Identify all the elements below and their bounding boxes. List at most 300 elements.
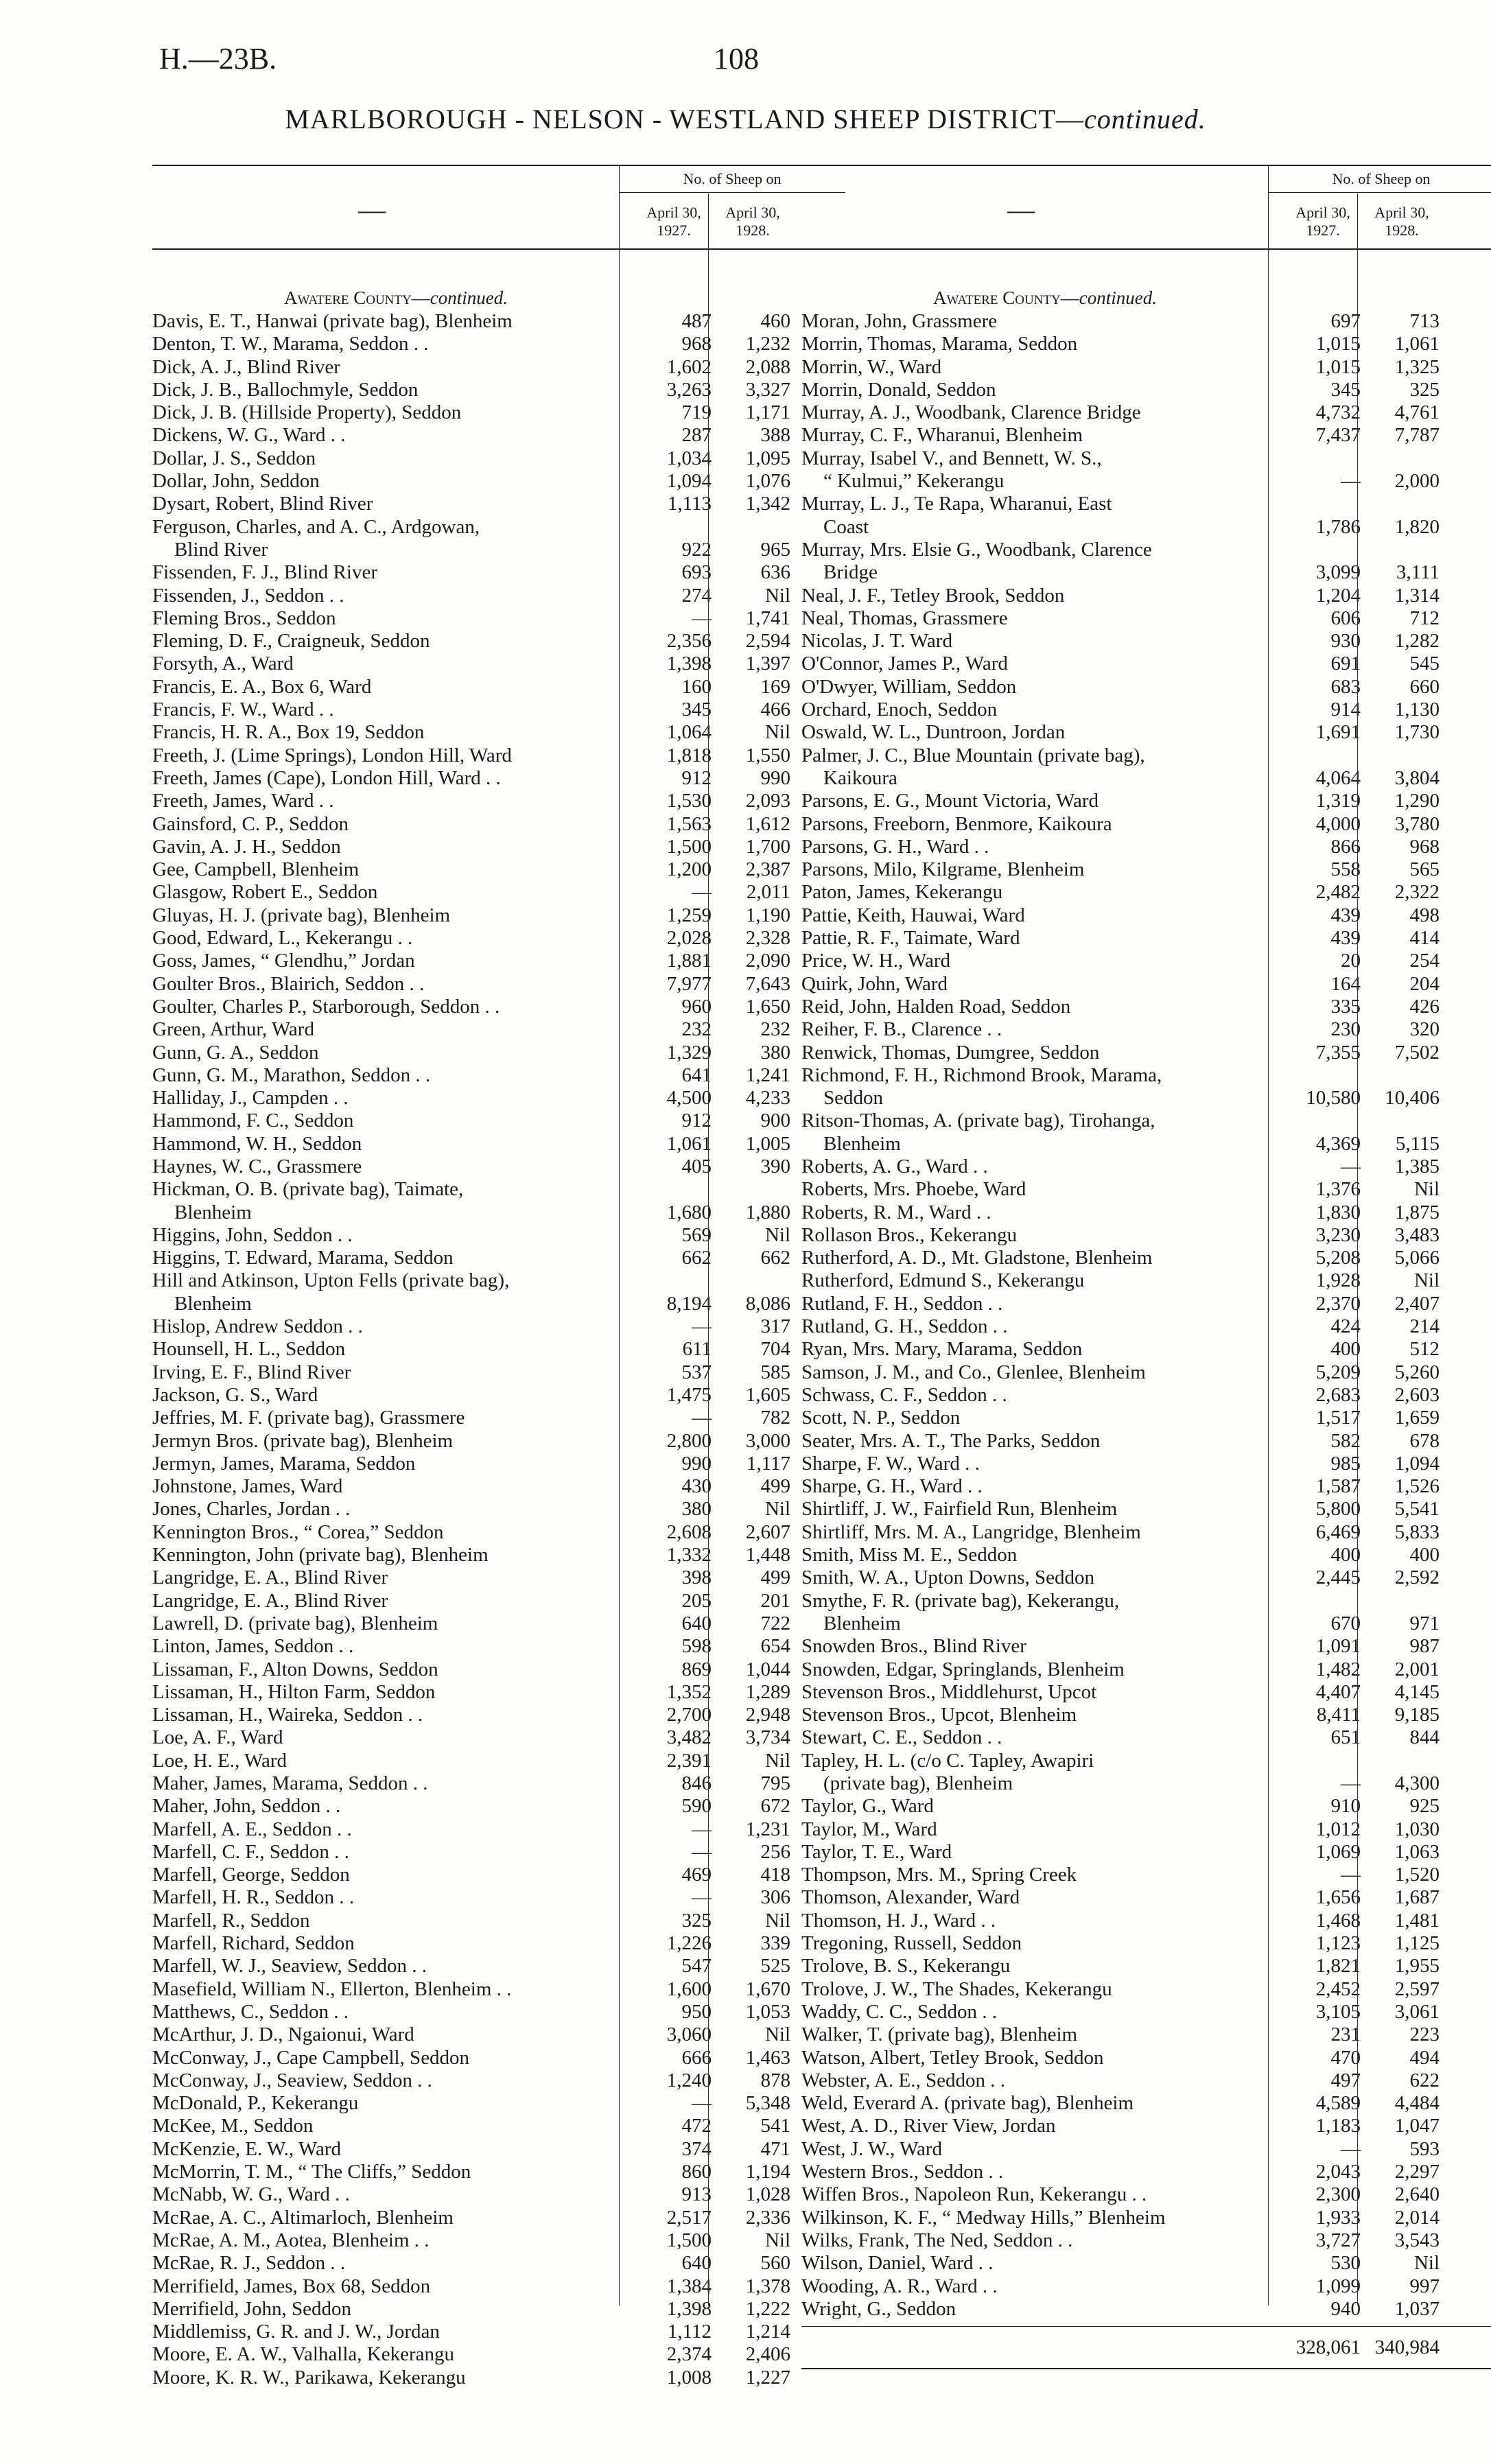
owner-name xyxy=(801,2161,1268,2183)
sheep-1928: 3,111 xyxy=(1396,561,1440,584)
owner-name xyxy=(801,1315,1268,1338)
table-row xyxy=(801,1224,1491,1247)
sheep-1927: 930 xyxy=(1330,630,1361,653)
sheep-1928: 2,592 xyxy=(1394,1567,1440,1589)
table-row xyxy=(152,1955,845,1978)
owner-name xyxy=(801,493,1268,539)
sheep-1927: 1,015 xyxy=(1315,333,1361,355)
table-row xyxy=(152,447,845,470)
owner-name xyxy=(152,1590,619,1612)
owner-name xyxy=(801,1818,1268,1841)
table-row xyxy=(801,2207,1491,2229)
sheep-count-group-header: No. of Sheep on xyxy=(619,170,845,193)
owner-name-line: McArthur, J. D., Ngaionui, Ward xyxy=(152,2023,414,2046)
table-row xyxy=(152,356,845,379)
table-row xyxy=(801,1201,1491,1224)
sheep-1927: 232 xyxy=(681,1018,712,1041)
table-row xyxy=(152,1521,845,1544)
owner-name-line: Glasgow, Robert E., Seddon xyxy=(152,881,378,904)
owner-name-line: Stewart, C. E., Seddon . . xyxy=(801,1726,1002,1749)
table-row xyxy=(801,2138,1491,2161)
owner-name-line: Francis, H. R. A., Box 19, Seddon xyxy=(152,721,425,744)
sheep-1927: 287 xyxy=(681,424,712,447)
owner-name xyxy=(152,2321,619,2343)
sheep-1928: 997 xyxy=(1409,2275,1440,2297)
table-row xyxy=(152,790,845,812)
table-row xyxy=(801,1315,1491,1338)
owner-name xyxy=(801,973,1268,996)
owner-name-line: Rutherford, Edmund S., Kekerangu xyxy=(801,1269,1085,1292)
owner-name xyxy=(801,1064,1268,1110)
owner-name xyxy=(152,585,619,607)
owner-name-line: McRae, A. M., Aotea, Blenheim . . xyxy=(152,2229,430,2251)
owner-name-line: Haynes, W. C., Grassmere xyxy=(152,1155,362,1177)
owner-name-line: Loe, H. E., Ward xyxy=(152,1749,287,1772)
table-row xyxy=(801,1338,1491,1361)
sheep-1927: 1,112 xyxy=(667,2321,712,2343)
sheep-1928: 704 xyxy=(760,1338,790,1361)
owner-name-line: Langridge, E. A., Blind River xyxy=(152,1589,388,1612)
owner-name-line: Parsons, E. G., Mount Victoria, Ward xyxy=(801,790,1099,812)
sheep-1927: 910 xyxy=(1330,1795,1361,1818)
owner-name xyxy=(152,2115,619,2137)
sheep-1927: 231 xyxy=(1330,2023,1361,2046)
table-row xyxy=(801,333,1491,355)
owner-name-line: Linton, James, Seddon . . xyxy=(152,1635,354,1658)
owner-name xyxy=(801,1224,1268,1247)
sheep-1927: 2,445 xyxy=(1315,1567,1361,1589)
owner-name-line: Smith, W. A., Upton Downs, Seddon xyxy=(801,1567,1094,1589)
owner-name-line: Marfell, R., Seddon xyxy=(152,1909,310,1932)
table-row xyxy=(152,1475,845,1498)
table-row xyxy=(801,1269,1491,1292)
sheep-1928: 1,241 xyxy=(745,1064,790,1086)
table-row xyxy=(152,1635,845,1658)
table-row xyxy=(152,2343,845,2366)
owner-name-line: West, A. D., River View, Jordan xyxy=(801,2115,1056,2137)
sheep-1928: 4,484 xyxy=(1394,2092,1440,2115)
county-name: Awatere County— xyxy=(933,288,1079,308)
sheep-1928: 585 xyxy=(760,1361,790,1383)
sheep-1927: 640 xyxy=(681,1612,712,1634)
owner-name-line: Freeth, James, Ward . . xyxy=(152,790,334,812)
owner-name xyxy=(801,401,1268,424)
table-row xyxy=(801,1521,1491,1544)
sheep-1927: — xyxy=(692,1407,712,1429)
sheep-1927: 10,580 xyxy=(1306,1087,1361,1110)
table-row xyxy=(152,1750,845,1772)
owner-name xyxy=(152,2023,619,2046)
owner-name-continuation: Coast xyxy=(823,515,869,538)
table-row xyxy=(152,1338,845,1361)
owner-name-line: Roberts, R. M., Ward . . xyxy=(801,1201,991,1223)
owner-name-line: Wilkinson, K. F., “ Medway Hills,” Blenheim xyxy=(801,2206,1166,2229)
table-row xyxy=(801,904,1491,927)
owner-name xyxy=(801,539,1268,585)
owner-name xyxy=(152,1384,619,1407)
sheep-1928: 1,053 xyxy=(745,2000,790,2023)
table-row xyxy=(152,1407,845,1429)
owner-name-line: Schwass, C. F., Seddon . . xyxy=(801,1383,1007,1406)
sheep-1927: — xyxy=(692,607,712,629)
sheep-1927: 582 xyxy=(1330,1429,1361,1452)
sheep-1928: 223 xyxy=(1409,2023,1440,2046)
sheep-1927: 2,452 xyxy=(1315,1978,1361,2000)
owner-name-line: Trolove, J. W., The Shades, Kekerangu xyxy=(801,1978,1112,2000)
table-row xyxy=(801,1955,1491,1978)
sheep-1928: 1,289 xyxy=(745,1680,790,1703)
sheep-1928: 2,088 xyxy=(745,355,790,378)
table-row xyxy=(801,2047,1491,2069)
sheep-1928: 2,297 xyxy=(1394,2161,1440,2183)
owner-name-line: McRae, R. J., Seddon . . xyxy=(152,2252,346,2275)
owner-name xyxy=(801,1453,1268,1475)
owner-name-line: McKee, M., Seddon xyxy=(152,2115,314,2137)
table-row xyxy=(801,1841,1491,1864)
sheep-1928: 2,328 xyxy=(745,927,790,950)
owner-name xyxy=(152,676,619,699)
owner-name xyxy=(801,1384,1268,1407)
owner-name-line: Goulter, Charles P., Starborough, Seddon . . xyxy=(152,995,500,1018)
sheep-1927: 1,587 xyxy=(1315,1475,1361,1498)
sheep-1927: 1,319 xyxy=(1315,790,1361,812)
table-row xyxy=(801,1064,1491,1110)
sheep-1927: 345 xyxy=(681,699,712,721)
owner-name-line: Quirk, John, Ward xyxy=(801,972,948,995)
table-row xyxy=(152,1133,845,1155)
owner-name-line: Marfell, Richard, Seddon xyxy=(152,1932,355,1955)
owner-name-line: Hammond, F. C., Seddon xyxy=(152,1110,354,1132)
table-row xyxy=(801,813,1491,836)
owner-name xyxy=(801,2298,1268,2321)
owner-name-continuation: Kaikoura xyxy=(823,766,897,789)
table-row xyxy=(152,2298,845,2321)
owner-name xyxy=(152,1064,619,1087)
sheep-1928: 1,190 xyxy=(745,904,790,926)
sheep-1928: 1,342 xyxy=(745,493,790,515)
owner-name-line: Green, Arthur, Ward xyxy=(152,1018,314,1041)
sheep-1928: 204 xyxy=(1409,972,1440,995)
owner-name-line: Sharpe, G. H., Ward . . xyxy=(801,1475,983,1498)
sheep-1928: 2,640 xyxy=(1394,2183,1440,2206)
sheep-1927: 1,830 xyxy=(1315,1201,1361,1223)
owner-name xyxy=(152,1658,619,1681)
owner-name xyxy=(801,630,1268,653)
sheep-1927: 914 xyxy=(1330,699,1361,721)
sheep-1927: 1,200 xyxy=(666,858,712,881)
table-row xyxy=(801,790,1491,812)
owner-name xyxy=(801,1932,1268,1955)
owner-name-line: West, J. W., Ward xyxy=(801,2137,943,2160)
owner-name xyxy=(152,1407,619,1429)
sheep-1927: — xyxy=(692,881,712,904)
sheep-1928: 2,406 xyxy=(745,2343,790,2366)
owner-name xyxy=(152,1361,619,1384)
owner-name xyxy=(801,1521,1268,1544)
sheep-1927: 3,099 xyxy=(1315,561,1361,584)
table-row xyxy=(801,2023,1491,2046)
owner-name-line: Rutherford, A. D., Mt. Gladstone, Blenheim xyxy=(801,1247,1153,1269)
sheep-1928: 5,348 xyxy=(745,2092,790,2115)
table-row xyxy=(801,493,1491,539)
table-row xyxy=(152,2023,845,2046)
sheep-1928: 2,093 xyxy=(745,790,790,812)
sheep-1927: 3,727 xyxy=(1315,2229,1361,2251)
owner-name xyxy=(152,1498,619,1521)
sheep-1928: Nil xyxy=(764,2023,790,2046)
sheep-1927: 913 xyxy=(681,2183,712,2206)
sheep-1928: 169 xyxy=(760,675,790,698)
owner-name-line: Francis, E. A., Box 6, Ward xyxy=(152,675,372,698)
sheep-1927: 3,263 xyxy=(666,378,712,401)
owner-name xyxy=(801,1430,1268,1453)
owner-name xyxy=(152,927,619,950)
owner-name xyxy=(801,836,1268,858)
total-1927: 328,061 xyxy=(1295,2336,1361,2359)
owner-name xyxy=(801,858,1268,881)
owner-name xyxy=(801,1178,1268,1201)
owner-name-line: Marfell, H. R., Seddon . . xyxy=(152,1886,354,1909)
owner-name-line: Webster, A. E., Seddon . . xyxy=(801,2069,1005,2091)
sheep-1928: 1,232 xyxy=(745,333,790,355)
sheep-1928: 214 xyxy=(1409,1315,1440,1338)
sheep-1927: 1,482 xyxy=(1315,1658,1361,1680)
sheep-1927: — xyxy=(692,2092,712,2115)
owner-name xyxy=(801,424,1268,447)
owner-name-line: Freeth, J. (Lime Springs), London Hill, Ward xyxy=(152,744,512,766)
owner-name xyxy=(801,996,1268,1018)
table-row xyxy=(152,858,845,881)
sheep-1928: 1,214 xyxy=(745,2321,790,2343)
owner-name-line: Fissenden, F. J., Blind River xyxy=(152,561,377,584)
owner-name-line: Gainsford, C. P., Seddon xyxy=(152,812,349,835)
sheep-1928: 4,761 xyxy=(1394,401,1440,424)
sheep-1928: 4,300 xyxy=(1394,1772,1440,1794)
owner-name xyxy=(152,1178,619,1224)
sheep-1927: 7,437 xyxy=(1315,424,1361,447)
owner-name-line: Marfell, George, Seddon xyxy=(152,1864,350,1886)
sheep-1928: 1,687 xyxy=(1394,1886,1440,1909)
sheep-1927: 2,517 xyxy=(666,2206,712,2229)
owner-name-line: Reid, John, Halden Road, Seddon xyxy=(801,995,1071,1018)
total-row xyxy=(801,2326,1491,2369)
sheep-1927: 2,300 xyxy=(1315,2183,1361,2206)
owner-name xyxy=(152,1453,619,1475)
sheep-1927: 3,105 xyxy=(1315,2000,1361,2023)
owner-name-line: Jeffries, M. F. (private bag), Grassmere xyxy=(152,1407,465,1429)
sheep-1928: 7,643 xyxy=(745,972,790,995)
table-row xyxy=(801,858,1491,881)
owner-name-continuation: Blenheim xyxy=(174,1292,252,1315)
sheep-1928: 339 xyxy=(760,1932,790,1955)
sheep-1927: 1,012 xyxy=(1315,1818,1361,1840)
sheep-1928: 1,171 xyxy=(745,401,790,424)
owner-name-line: McConway, J., Seaview, Seddon . . xyxy=(152,2069,432,2091)
owner-name xyxy=(801,1795,1268,1818)
sheep-1928: 5,833 xyxy=(1394,1521,1440,1543)
owner-name xyxy=(801,1042,1268,1064)
owner-name-line: Jones, Charles, Jordan . . xyxy=(152,1498,351,1521)
owner-name-line: Murray, L. J., Te Rapa, Wharanui, East xyxy=(801,493,1112,515)
table-row xyxy=(152,2252,845,2275)
owner-name-line: McNabb, W. G., Ward . . xyxy=(152,2183,350,2206)
sheep-1927: 1,680 xyxy=(666,1201,712,1223)
table-row xyxy=(801,836,1491,858)
owner-name-line: Jermyn, James, Marama, Seddon xyxy=(152,1452,416,1475)
sheep-1927: — xyxy=(692,1818,712,1840)
sheep-1927: 1,183 xyxy=(1315,2115,1361,2137)
owner-name-line: Ritson-Thomas, A. (private bag), Tirohanga, xyxy=(801,1110,1155,1132)
sheep-1928: 5,260 xyxy=(1394,1361,1440,1383)
sheep-1928: 390 xyxy=(760,1155,790,1177)
table-row xyxy=(801,881,1491,904)
owner-name xyxy=(152,447,619,470)
sheep-1928: Nil xyxy=(1413,1269,1440,1292)
owner-name xyxy=(152,1726,619,1749)
owner-name xyxy=(801,2069,1268,2092)
owner-name xyxy=(152,1955,619,1978)
sheep-1928: Nil xyxy=(764,721,790,744)
sheep-1927: 990 xyxy=(681,1452,712,1475)
sheep-1927: 1,240 xyxy=(666,2069,712,2091)
sheep-1927: — xyxy=(1341,1155,1361,1177)
owner-name-line: Marfell, A. E., Seddon . . xyxy=(152,1818,352,1840)
sheep-1927: — xyxy=(1341,2137,1361,2160)
sheep-1927: 968 xyxy=(681,333,712,355)
owner-name-line: Ryan, Mrs. Mary, Marama, Seddon xyxy=(801,1338,1083,1361)
table-row xyxy=(152,561,845,584)
sheep-1927: 8,194 xyxy=(666,1292,712,1315)
table-row xyxy=(152,653,845,675)
table-row xyxy=(152,2047,845,2069)
owner-name xyxy=(801,2047,1268,2069)
table-row xyxy=(152,2138,845,2161)
sheep-1927: 683 xyxy=(1330,675,1361,698)
table-row xyxy=(801,973,1491,996)
sheep-1928: 2,387 xyxy=(745,858,790,881)
table-row xyxy=(801,744,1491,790)
sheep-1927: 8,411 xyxy=(1316,1704,1361,1726)
owner-name-line: Price, W. H., Ward xyxy=(801,950,951,972)
sheep-1928: 1,741 xyxy=(745,607,790,629)
sheep-1927: 1,061 xyxy=(666,1132,712,1155)
owner-name xyxy=(152,790,619,812)
owner-name xyxy=(152,1430,619,1453)
sheep-1928: 471 xyxy=(760,2137,790,2160)
owner-name-line: Murray, Isabel V., and Bennett, W. S., xyxy=(801,447,1102,469)
table-row xyxy=(152,2183,845,2206)
sheep-1928: 1,448 xyxy=(745,1544,790,1567)
table-row xyxy=(152,401,845,424)
sheep-1927: 4,407 xyxy=(1315,1680,1361,1703)
owner-name-line: Gavin, A. J. H., Seddon xyxy=(152,835,341,858)
owner-name-line: Davis, E. T., Hanwai (private bag), Blenheim xyxy=(152,310,513,332)
table-row xyxy=(801,2115,1491,2137)
owner-name xyxy=(152,2343,619,2366)
owner-name-line: Wilks, Frank, The Ned, Seddon . . xyxy=(801,2229,1073,2251)
sheep-1927: 5,209 xyxy=(1315,1361,1361,1383)
owner-name-line: Snowden Bros., Blind River xyxy=(801,1635,1026,1658)
owner-name xyxy=(152,1864,619,1886)
sheep-1927: 335 xyxy=(1330,995,1361,1018)
sheep-1928: 9,185 xyxy=(1394,1704,1440,1726)
sheep-1927: 7,355 xyxy=(1315,1041,1361,1064)
sheep-1928: 499 xyxy=(760,1475,790,1498)
sheep-1928: 660 xyxy=(1409,675,1440,698)
table-row xyxy=(152,1315,845,1338)
table-row xyxy=(801,401,1491,424)
owner-name xyxy=(152,2229,619,2252)
owner-name xyxy=(801,699,1268,721)
table-row xyxy=(801,1110,1491,1155)
sheep-1927: 2,700 xyxy=(666,1704,712,1726)
sheep-1927: 400 xyxy=(1330,1338,1361,1361)
table-row xyxy=(152,1178,845,1224)
sheep-1927: 398 xyxy=(681,1567,712,1589)
owner-name xyxy=(801,2275,1268,2298)
table-row xyxy=(152,310,845,333)
sheep-1927: 439 xyxy=(1330,927,1361,950)
owner-name-line: Pattie, Keith, Hauwai, Ward xyxy=(801,904,1025,926)
sheep-1927: 2,683 xyxy=(1315,1383,1361,1406)
sheep-1928: 5,541 xyxy=(1394,1498,1440,1521)
owner-name xyxy=(152,310,619,333)
owner-name xyxy=(801,950,1268,972)
sheep-1928: 2,001 xyxy=(1394,1658,1440,1680)
sheep-1928: 325 xyxy=(1409,378,1440,401)
sheep-1927: 985 xyxy=(1330,1452,1361,1475)
owner-name-line: Parsons, G. H., Ward . . xyxy=(801,835,989,858)
table-row xyxy=(152,996,845,1018)
sheep-1928: 1,282 xyxy=(1394,630,1440,653)
sheep-1927: 2,482 xyxy=(1315,881,1361,904)
sheep-1928: 2,322 xyxy=(1394,881,1440,904)
owner-name xyxy=(152,1818,619,1841)
table-row xyxy=(801,653,1491,675)
table-row xyxy=(152,424,845,447)
sheep-1928: 2,336 xyxy=(745,2206,790,2229)
table-row xyxy=(801,1407,1491,1429)
owner-column-header: — xyxy=(1007,194,1035,225)
sheep-1927: 869 xyxy=(681,1658,712,1680)
table-row xyxy=(801,585,1491,607)
sheep-1928: 990 xyxy=(760,766,790,789)
sheep-1928: 622 xyxy=(1409,2069,1440,2091)
owner-name xyxy=(801,2183,1268,2206)
sheep-1928: 2,407 xyxy=(1394,1292,1440,1315)
sheep-1927: 380 xyxy=(681,1498,712,1521)
owner-name xyxy=(152,1910,619,1932)
owner-name-line: Fissenden, J., Seddon . . xyxy=(152,584,344,607)
owner-name xyxy=(152,516,619,562)
document-reference: H.—23B. xyxy=(159,42,277,75)
owner-name xyxy=(152,2298,619,2321)
sheep-1928: 3,327 xyxy=(745,378,790,401)
sheep-1928: 3,543 xyxy=(1394,2229,1440,2251)
owner-name xyxy=(152,1978,619,2001)
owner-name-line: McMorrin, T. M., “ The Cliffs,” Seddon xyxy=(152,2161,471,2183)
sheep-1927: 20 xyxy=(1341,950,1361,972)
table-row xyxy=(801,676,1491,699)
owner-name-continuation: Bridge xyxy=(823,561,878,584)
owner-name xyxy=(801,1269,1268,1292)
owner-name xyxy=(801,2115,1268,2137)
table-row xyxy=(801,2252,1491,2275)
sheep-1928: 2,000 xyxy=(1394,470,1440,493)
owner-name xyxy=(152,2138,619,2161)
owner-name-line: Middlemiss, G. R. and J. W., Jordan xyxy=(152,2321,440,2343)
sheep-1927: 1,008 xyxy=(666,2366,712,2389)
